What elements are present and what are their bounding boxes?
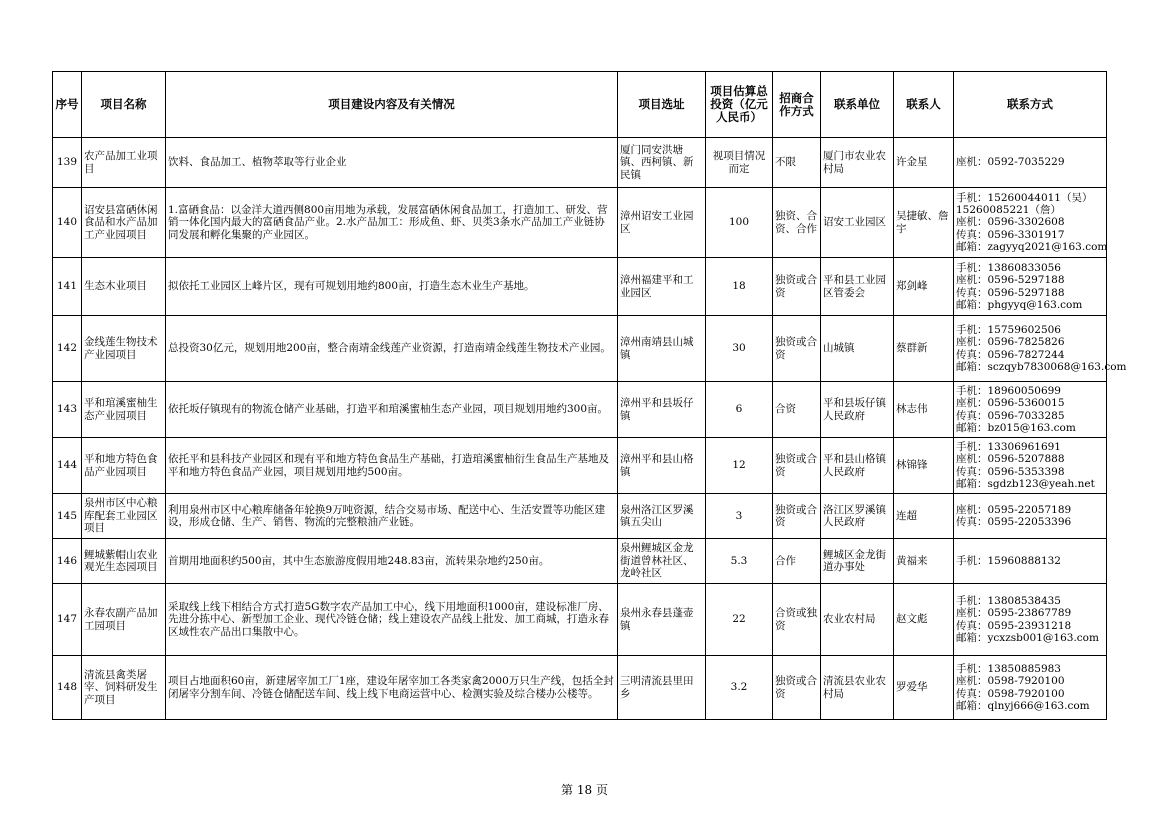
- header-person: 联系人: [894, 72, 954, 138]
- contact-unit: 山城镇: [821, 316, 894, 382]
- project-content: 依托坂仔镇现有的物流仓储产业基础，打造平和琯溪蜜柚生态产业园，项目规划用地约300亩。: [166, 382, 618, 438]
- table-row: [53, 316, 1107, 382]
- project-name: 泉州市区中心粮库配套工业园区项目: [82, 494, 166, 539]
- contact-unit: 平和县工业园区管委会: [821, 258, 894, 316]
- project-site: 漳州福建平和工业园区: [618, 258, 706, 316]
- project-name: 清流县禽类屠宰、饲料研发生产项目: [82, 656, 166, 720]
- contact-line: 邮箱：sczqyb7830068@163.com: [956, 360, 1127, 373]
- header-unit: 联系单位: [821, 72, 894, 138]
- project-name: 平和地方特色食品产业园项目: [82, 438, 166, 494]
- project-name: 永春农副产品加工园项目: [82, 584, 166, 656]
- row-seq: 145: [53, 494, 82, 539]
- contact-person: 郑剑峰: [894, 258, 954, 316]
- contact-unit: 厦门市农业农村局: [821, 138, 894, 188]
- project-content: 利用泉州市区中心粮库储备年轮换9万吨资源，结合交易市场、配送中心、生活安置等功能区建设，形成仓储、生产、销售、物流的完整粮油产业链。: [166, 494, 618, 539]
- row-seq: 143: [53, 382, 82, 438]
- contact-info: [954, 494, 1107, 539]
- table-row: [53, 584, 1107, 656]
- contact-unit: 洛江区罗溪镇人民政府: [821, 494, 894, 539]
- contact-line: 座机：0595-23867789: [956, 607, 1072, 620]
- project-investment: 5.3: [706, 539, 773, 584]
- row-seq: 139: [53, 138, 82, 188]
- table-row: [53, 656, 1107, 720]
- project-investment: 3.2: [706, 656, 773, 720]
- contact-line: 传真：0596-5353398: [956, 465, 1065, 478]
- contact-line: 座机：0596-5207888: [956, 453, 1065, 466]
- cooperation-mode: 独资或合资: [773, 316, 821, 382]
- table-row: [53, 258, 1107, 316]
- cooperation-mode: 独资或合资: [773, 656, 821, 720]
- project-site: 泉州永春县蓬壶镇: [618, 584, 706, 656]
- contact-line: 手机：15759602506: [956, 323, 1061, 336]
- header-contact: 联系方式: [954, 72, 1107, 138]
- project-investment: 18: [706, 258, 773, 316]
- contact-line: 座机：0598-7920100: [956, 675, 1065, 688]
- contact-info: [954, 138, 1107, 188]
- cooperation-mode: 独资或合资: [773, 258, 821, 316]
- project-investment: 100: [706, 188, 773, 258]
- project-content: 1.富硒食品：以金洋大道西侧800亩用地为承载，发展富硒休闲食品加工，打造加工、研发、营销一体化国内最大的富硒食品产业。2.水产品加工：形成鱼、虾、贝类3条水产品加工产业链协同发展和孵化集聚的产业园区。: [166, 188, 618, 258]
- table-row: [53, 382, 1107, 438]
- cooperation-mode: 合资或独资: [773, 584, 821, 656]
- project-content: 总投资30亿元，规划用地200亩，整合南靖金线莲产业资源，打造南靖金线莲生物技术产业园。: [166, 316, 618, 382]
- contact-person: 吴捷敏、詹宇: [894, 188, 954, 258]
- project-content: 饮料、食品加工、植物萃取等行业企业: [166, 138, 618, 188]
- contact-info: [954, 438, 1107, 494]
- project-content: 依托平和县科技产业园区和现有平和地方特色食品生产基础，打造琯溪蜜柚衍生食品生产基地及平和地方特色食品产业园，项目规划用地约500亩。: [166, 438, 618, 494]
- project-site: 泉州洛江区罗溪镇五尖山: [618, 494, 706, 539]
- row-seq: 140: [53, 188, 82, 258]
- contact-person: 蔡群新: [894, 316, 954, 382]
- contact-line: 邮箱：phgyyq@163.com: [956, 298, 1083, 311]
- contact-line: 15260085221（詹）: [956, 204, 1061, 217]
- contact-info: [954, 188, 1107, 258]
- cooperation-mode: 独资或合资: [773, 438, 821, 494]
- contact-info: [954, 382, 1107, 438]
- project-investment: 6: [706, 382, 773, 438]
- contact-person: 赵文彪: [894, 584, 954, 656]
- cooperation-mode: 合资: [773, 382, 821, 438]
- contact-person: 林锦锋: [894, 438, 954, 494]
- contact-line: 手机：13850885983: [956, 662, 1061, 675]
- project-content: 首期用地面积约500亩，其中生态旅游度假用地248.83亩，流转果杂地约250亩。: [166, 539, 618, 584]
- contact-line: 座机：0596-5297188: [956, 274, 1065, 287]
- header-site: 项目选址: [618, 72, 706, 138]
- table-row: [53, 494, 1107, 539]
- contact-line: 传真：0595-23931218: [956, 619, 1072, 632]
- contact-line: 传真：0596-7033285: [956, 409, 1065, 422]
- table-row: [53, 188, 1107, 258]
- contact-unit: 平和县山格镇人民政府: [821, 438, 894, 494]
- project-content: 项目占地面积60亩，新建屠宰加工厂1座，建设年屠宰加工各类家禽2000万只生产线，包括全封闭屠宰分割车间、冷链仓储配送车间、线上线下电商运营中心、检测实验及综合楼办公楼等。: [166, 656, 618, 720]
- project-site: 漳州平和县山格镇: [618, 438, 706, 494]
- project-name: 金线莲生物技术产业园项目: [82, 316, 166, 382]
- contact-line: 手机：15260044011（吴）: [956, 191, 1093, 204]
- project-investment: 22: [706, 584, 773, 656]
- header-mode: 招商合作方式: [773, 72, 821, 138]
- project-site: 漳州平和县坂仔镇: [618, 382, 706, 438]
- contact-line: 传真：0596-7827244: [956, 348, 1065, 361]
- contact-line: 传真：0596-5297188: [956, 286, 1065, 299]
- cooperation-mode: 不限: [773, 138, 821, 188]
- project-name: 生态木业项目: [82, 258, 166, 316]
- contact-line: 邮箱：bz015@163.com: [956, 421, 1076, 434]
- contact-unit: 清流县农业农村局: [821, 656, 894, 720]
- contact-info: [954, 539, 1107, 584]
- contact-line: 邮箱：ycxzsb001@163.com: [956, 631, 1099, 644]
- project-site: 厦门同安洪塘镇、西柯镇、新民镇: [618, 138, 706, 188]
- contact-unit: 农业农村局: [821, 584, 894, 656]
- row-seq: 146: [53, 539, 82, 584]
- header-seq: 序号: [53, 72, 82, 138]
- contact-person: 罗爱华: [894, 656, 954, 720]
- contact-unit: 诏安工业园区: [821, 188, 894, 258]
- project-name: 诏安县富硒休闲食品和水产品加工产业园项目: [82, 188, 166, 258]
- project-investment: 3: [706, 494, 773, 539]
- contact-info: [954, 258, 1107, 316]
- project-content: 采取线上线下相结合方式打造5G数字农产品加工中心，线下用地面积1000亩，建设标准厂房、先进分拣中心、新型加工企业、现代冷链仓储；线上建设农产品线上批发、加工商城，打造永春区域性农产品出口集散中心。: [166, 584, 618, 656]
- row-seq: 142: [53, 316, 82, 382]
- contact-info: [954, 584, 1107, 656]
- project-content: 拟依托工业园区上峰片区，现有可规划用地约800亩，打造生态木业生产基地。: [166, 258, 618, 316]
- contact-person: 林志伟: [894, 382, 954, 438]
- project-name: 平和琯溪蜜柚生态产业园项目: [82, 382, 166, 438]
- contact-line: 座机：0592-7035229: [956, 156, 1065, 169]
- contact-line: 邮箱：qlnyj666@163.com: [956, 699, 1090, 712]
- project-site: 泉州鲤城区金龙街道曾林社区、龙岭社区: [618, 539, 706, 584]
- table-row: [53, 539, 1107, 584]
- row-seq: 141: [53, 258, 82, 316]
- contact-line: 手机：15960888132: [956, 554, 1061, 567]
- contact-line: 传真：0598-7920100: [956, 687, 1065, 700]
- contact-line: 传真：0595-22053396: [956, 516, 1072, 528]
- header-invest: 项目估算总投资（亿元人民币）: [706, 72, 773, 138]
- contact-line: 邮箱：sgdzb123@yeah.net: [956, 477, 1095, 490]
- contact-info: [954, 656, 1107, 720]
- contact-line: 座机：0596-3302608: [956, 216, 1065, 229]
- project-investment: 12: [706, 438, 773, 494]
- contact-line: 手机：13808538435: [956, 594, 1061, 607]
- header-content: 项目建设内容及有关情况: [166, 72, 618, 138]
- cooperation-mode: 合作: [773, 539, 821, 584]
- project-site: 漳州诏安工业园区: [618, 188, 706, 258]
- project-site: 漳州南靖县山城镇: [618, 316, 706, 382]
- contact-line: 座机：0596-5360015: [956, 397, 1065, 410]
- contact-line: 座机：0595-22057189: [956, 503, 1072, 516]
- contact-info: [954, 316, 1127, 382]
- row-seq: 147: [53, 584, 82, 656]
- contact-person: 连超: [894, 494, 954, 539]
- contact-line: 手机：13306961691: [956, 440, 1061, 453]
- table-row: [53, 438, 1107, 494]
- project-table: [52, 71, 1127, 720]
- project-site: 三明清流县里田乡: [618, 656, 706, 720]
- row-seq: 144: [53, 438, 82, 494]
- contact-line: 传真：0596-3301917: [956, 228, 1065, 241]
- contact-line: 手机：13860833056: [956, 261, 1061, 274]
- contact-unit: 平和县坂仔镇人民政府: [821, 382, 894, 438]
- table-row: [53, 138, 1107, 188]
- header-name: 项目名称: [82, 72, 166, 138]
- contact-person: 许金星: [894, 138, 954, 188]
- table-header-row: [53, 72, 1107, 138]
- contact-line: 座机：0596-7825826: [956, 336, 1065, 349]
- project-name: 农产品加工业项目: [82, 138, 166, 188]
- cooperation-mode: 独资或合资: [773, 494, 821, 539]
- project-investment: 30: [706, 316, 773, 382]
- project-name: 鲤城紫帽山农业观光生态园项目: [82, 539, 166, 584]
- contact-line: 手机：18960050699: [956, 384, 1061, 397]
- contact-unit: 鲤城区金龙街道办事处: [821, 539, 894, 584]
- row-seq: 148: [53, 656, 82, 720]
- contact-person: 黄福来: [894, 539, 954, 584]
- contact-line: 邮箱：zagyyq2021@163.com: [956, 240, 1108, 253]
- project-investment: 视项目情况而定: [706, 138, 773, 188]
- page-number: 第 18 页: [561, 783, 608, 797]
- cooperation-mode: 独资、合资、合作: [773, 188, 821, 258]
